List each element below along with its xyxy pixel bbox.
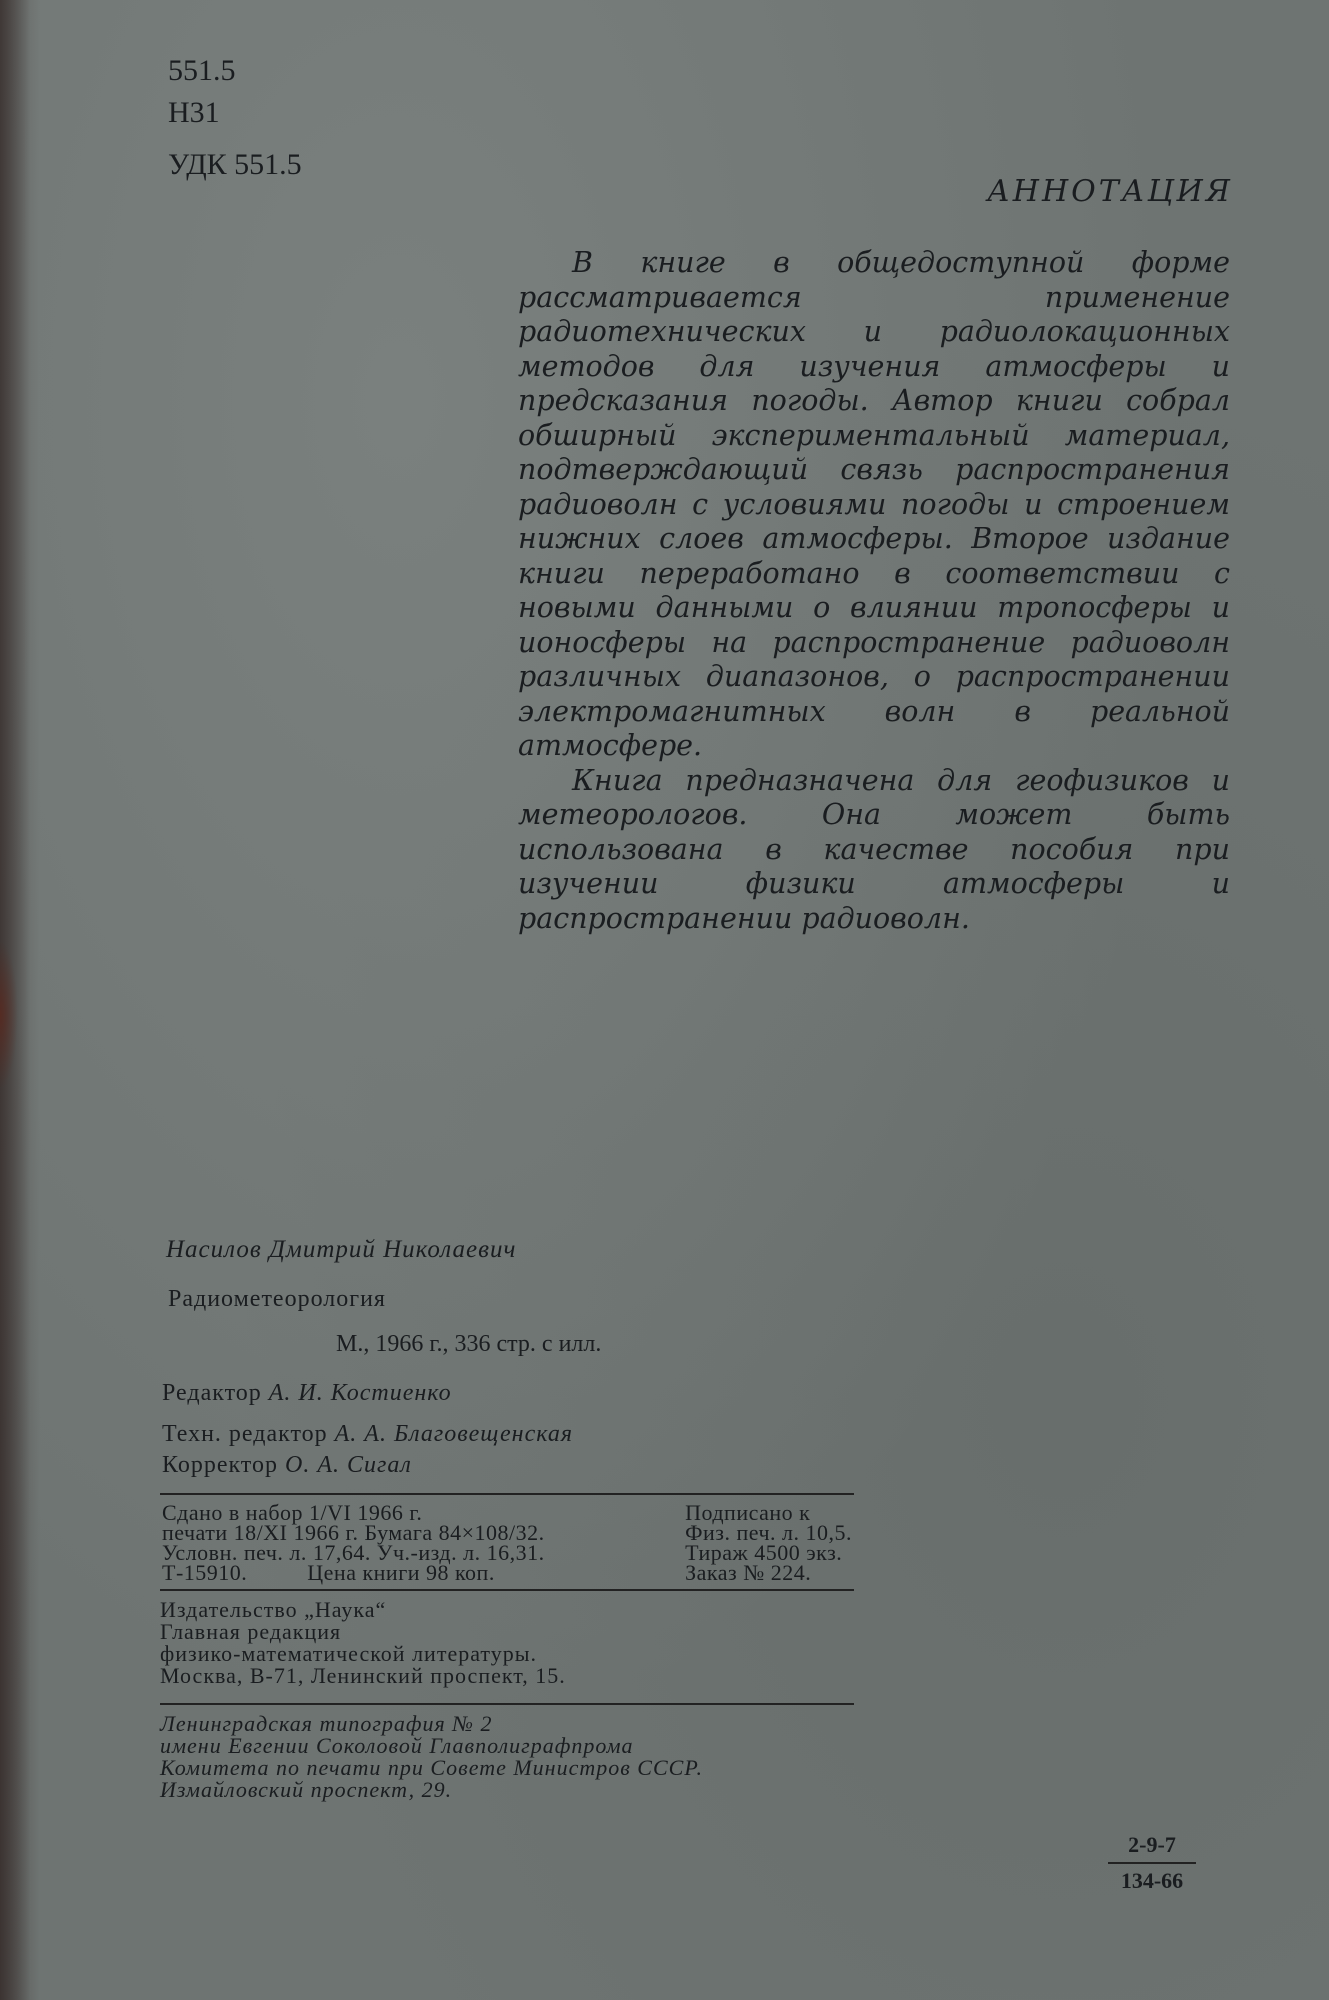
annotation-body [518, 246, 1230, 936]
print-data-row1-left: Сдано в набор 1/VI 1966 г. [162, 1500, 423, 1525]
print-data-row2-left: печати 18/XI 1966 г. Бумага 84×108/32. [162, 1520, 545, 1545]
typography-line: Комитета по печати при Совете Министров СССР. [160, 1755, 704, 1780]
bbk-code: 551.5 [168, 54, 236, 87]
edge-stain [0, 940, 18, 1090]
tech-editor-name: А. А. Благовещенская [334, 1421, 574, 1447]
book-author: Насилов Дмитрий Николаевич [166, 1236, 517, 1263]
classification-block [168, 50, 302, 186]
annotation-paragraph-2: Книга предназначена для геофизиков и метеорологов. Она может быть использована в качестве пособия при изучении физики атмосферы и распространении радиоволн. [518, 763, 1230, 935]
editor-line [162, 1380, 858, 1407]
index-mark [1108, 1832, 1196, 1894]
udk-code: УДК 551.5 [168, 148, 302, 181]
editor-label: Редактор [162, 1380, 262, 1406]
publication-info: М., 1966 г., 336 стр. с илл. [336, 1331, 602, 1357]
publisher-line: Москва, В-71, Ленинский проспект, 15. [160, 1663, 566, 1688]
corrector-line [162, 1452, 858, 1479]
publisher-line: Издательство „Наука“ [160, 1597, 387, 1622]
typography-block [160, 1713, 858, 1801]
book-title: Радиометеорология [168, 1286, 386, 1312]
divider [160, 1589, 854, 1591]
corrector-label: Корректор [162, 1452, 278, 1478]
print-data-row3-left: Условн. печ. л. 17,64. Уч.-изд. л. 16,31. [162, 1540, 545, 1565]
author-mark: Н31 [168, 96, 220, 129]
typography-line: Измайловский проспект, 29. [160, 1777, 453, 1802]
publisher-block [160, 1599, 858, 1687]
print-data [162, 1500, 852, 1585]
print-data-row1-right: Подписано к [685, 1500, 811, 1525]
print-data-row2-right: Физ. печ. л. 10,5. [685, 1520, 852, 1545]
print-data-row3-right: Тираж 4500 экз. [685, 1540, 843, 1565]
index-mark-bottom: 134-66 [1120, 1868, 1184, 1893]
typography-line: имени Евгении Соколовой Главполиграфпрома [160, 1733, 634, 1758]
publisher-line: Главная редакция [160, 1619, 342, 1644]
annotation-paragraph-1: В книге в общедоступной форме рассматривается применение радиотехнических и радиолокационных методов для изучения атмосферы и предсказания погоды. Автор книги собрал обширный экспериментальный материал, подтверждающий связь распространения радиоволн с условиями погоды и строением нижних слоев атмосферы. Второе издание книги переработано в соответствии с новыми данными о влиянии тропосферы и ионосферы на распространение радиоволн различных диапазонов, о распространении электромагнитных волн в реальной атмосфере. [518, 246, 1230, 762]
corrector-name: О. А. Сигал [284, 1452, 412, 1478]
divider [160, 1493, 854, 1495]
print-data-row4-left: Т-15910. Цена книги 98 коп. [162, 1560, 495, 1585]
typography-line: Ленинградская типография № 2 [160, 1711, 493, 1736]
tech-editor-label: Техн. редактор [162, 1421, 328, 1447]
tech-editor-line [162, 1421, 858, 1448]
annotation-heading: АННОТАЦИЯ [987, 174, 1233, 209]
index-mark-top: 2-9-7 [1108, 1832, 1196, 1864]
divider [160, 1703, 854, 1705]
colophon [158, 1236, 858, 1801]
editor-name: А. И. Костиенко [268, 1380, 452, 1406]
publisher-line: физико-математической литературы. [160, 1641, 538, 1666]
print-data-row4-right: Заказ № 224. [685, 1560, 812, 1585]
